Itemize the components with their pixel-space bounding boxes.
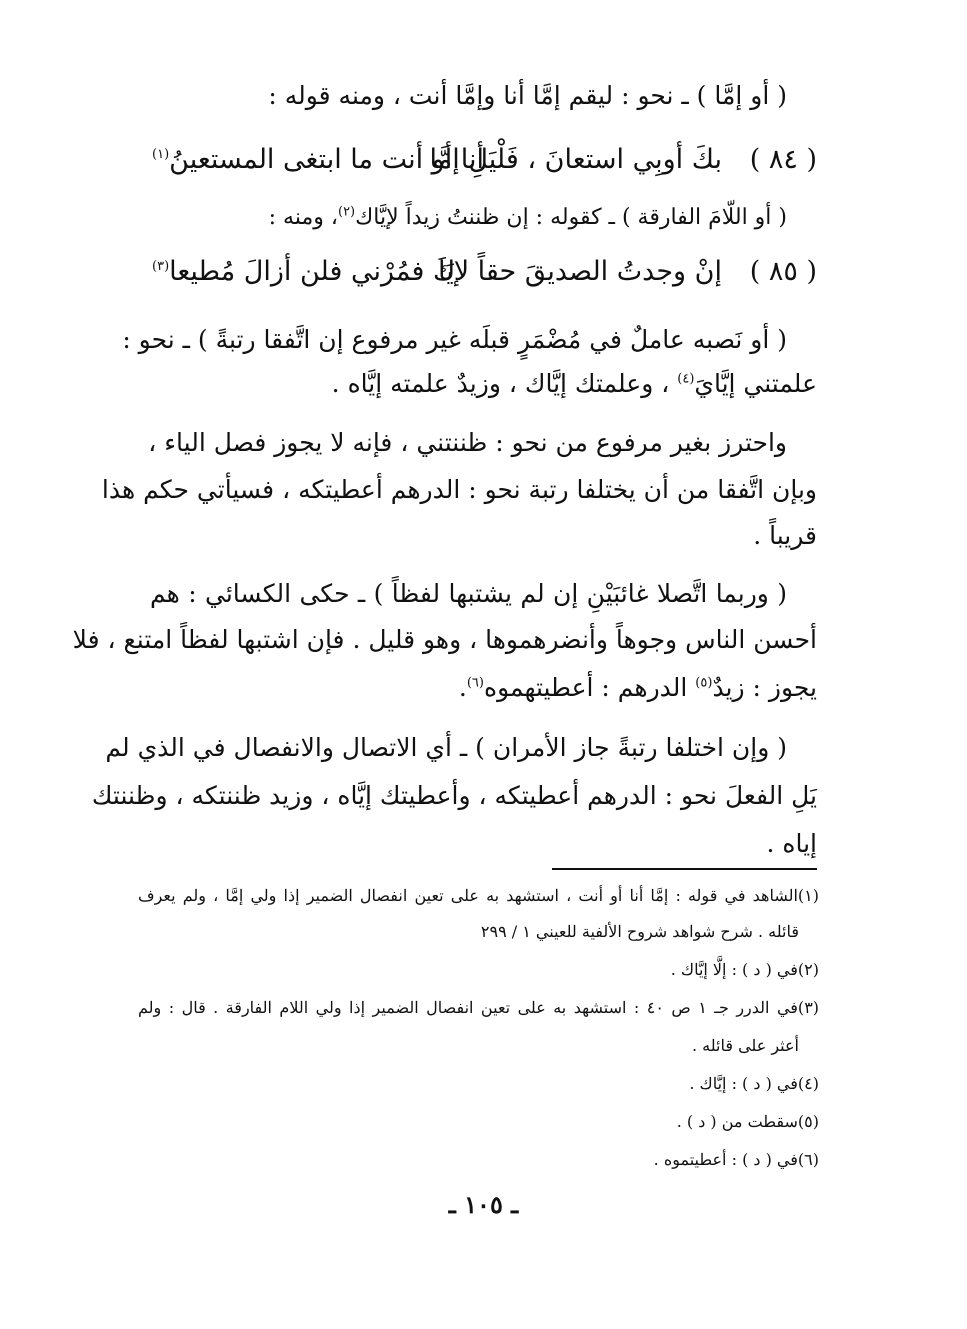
para3-line-2 [72, 622, 817, 658]
footnote-1 [138, 882, 819, 910]
verse-85 [152, 250, 817, 294]
body-text: إياه . [766, 829, 817, 858]
verse-84 [152, 138, 817, 182]
body-line-1 [268, 78, 787, 114]
footnote-4 [689, 1070, 819, 1098]
footnote-ref: (٣) [152, 259, 170, 274]
body-text: ( أو إمَّا ) ـ نحو : ليقم إمَّا أنا وإمَّا أنت ، ومنه قوله : [268, 81, 787, 110]
footnote-ref: (١) [152, 147, 170, 162]
para3-line-1 [150, 576, 787, 612]
hemistich-text: كَ فمُرْني فلن أزالَ مُطيعا [169, 256, 456, 287]
hemistich-text: أنا أو أنت ما ابتغى المستعينُ [169, 144, 485, 175]
footnote-5 [677, 1108, 819, 1136]
footnote-text: (٣)في الدرر جـ ١ ص ٤٠ : استشهد به على تعين انفصال الضمير إذا ولي اللام الفارقة . قال : ولم [138, 998, 820, 1017]
footnote-ref: (٢) [337, 204, 356, 220]
body-text: يجوز : زيدٌ [712, 673, 817, 702]
body-text: قريباً . [753, 521, 817, 550]
body-text: أحسن الناس وجوهاً وأنضرهموها ، وهو قليل . فإن اشتبها لفظاً امتنع ، فلا [72, 625, 817, 654]
para1-line-2 [332, 366, 817, 402]
verse-number: ( ٨٤ ) [749, 144, 817, 175]
footnote-text: (٤)في ( د ) : إيَّاك . [689, 1074, 819, 1093]
footnote-separator [552, 868, 817, 870]
verse-hemistich-first: بكَ أوبِي استعانَ ، فَلْيَلِ إمَّا [429, 144, 722, 175]
para3-line-3 [459, 670, 817, 706]
body-text: ، ومنه : [268, 205, 338, 230]
footnote-2 [671, 956, 819, 984]
footnote-text: أعثر على قائله . [691, 1036, 799, 1055]
body-text: ( وإن اختلفا رتبةً جاز الأمران ) ـ أي الاتصال والانفصال في الذي لم [105, 733, 787, 762]
page-number: ـ ١٠٥ ـ [448, 1190, 519, 1219]
body-text: . [458, 673, 467, 702]
footnote-1-cont [481, 918, 799, 946]
footnote-text: (١)الشاهد في قوله : إمَّا أنا أو أنت ، استشهد به على تعين انفصال الضمير إذا ولي إمَّا ، ولم يعرف [138, 886, 820, 905]
body-text: واحترز بغير مرفوع من نحو : ظننتني ، فإنه لا يجوز فصل الياء ، [148, 428, 787, 457]
para1-line-1 [122, 322, 787, 358]
footnote-3-cont [692, 1032, 799, 1060]
footnote-ref: (٤) [677, 371, 695, 387]
footnote-ref: (٦) [466, 675, 484, 691]
verse-hemistich-second [152, 138, 484, 182]
footnote-6 [654, 1146, 819, 1174]
body-text: ( أو اللّامَ الفارقة ) ـ كقوله : إن ظننتُ زيداً لإيَّاك [355, 205, 787, 230]
body-text: ( أو نَصبه عاملٌ في مُضْمَرٍ قبلَه غير مرفوع إن اتَّفقا رتبةً ) ـ نحو : [122, 325, 787, 354]
body-text: وبإن اتَّفقا من أن يختلفا رتبة نحو : الدرهم أعطيتكه ، فسيأتي حكم هذا [101, 475, 817, 504]
verse-hemistich-second [152, 250, 455, 294]
footnote-text: قائله . شرح شواهد شروح الألفية للعيني ١ / ٢٩٩ [480, 922, 799, 941]
footnote-text: (٢)في ( د ) : إلَّا إيَّاك . [670, 960, 819, 979]
para4-line-1 [105, 730, 787, 766]
footnote-ref: (٥) [695, 675, 713, 691]
para2-line-3 [753, 518, 817, 554]
verse-hemistich-first: إنْ وجدتُ الصديقَ حقاً لإيَا [437, 256, 722, 287]
para2-line-2 [101, 472, 817, 508]
verse-number: ( ٨٥ ) [749, 256, 817, 287]
para4-line-2 [91, 778, 817, 814]
para4-line-3 [766, 826, 817, 862]
body-text: الدرهم : أعطيتهموه [483, 673, 688, 702]
body-text: ( وربما اتَّصلا غائبَيْنِ إن لم يشتبها لفظاً ) ـ حكى الكسائي : هم [150, 579, 787, 608]
para2-line-1 [150, 425, 787, 461]
footnote-3 [138, 994, 819, 1022]
body-text: علمتني إيَّايَ [694, 369, 817, 398]
body-text: يَلِ الفعلَ نحو : الدرهم أعطيتكه ، وأعطيتك إيَّاه ، وزيد ظننتكه ، وظننتك [91, 781, 817, 810]
body-text: ، وعلمتك إيَّاك ، وزيدٌ علمته إيَّاه . [331, 369, 670, 398]
footnote-text: (٦)في ( د ) : أعطيتموه . [653, 1150, 819, 1169]
body-line-2 [269, 200, 787, 236]
footnote-text: (٥)سقطت من ( د ) . [676, 1112, 819, 1131]
